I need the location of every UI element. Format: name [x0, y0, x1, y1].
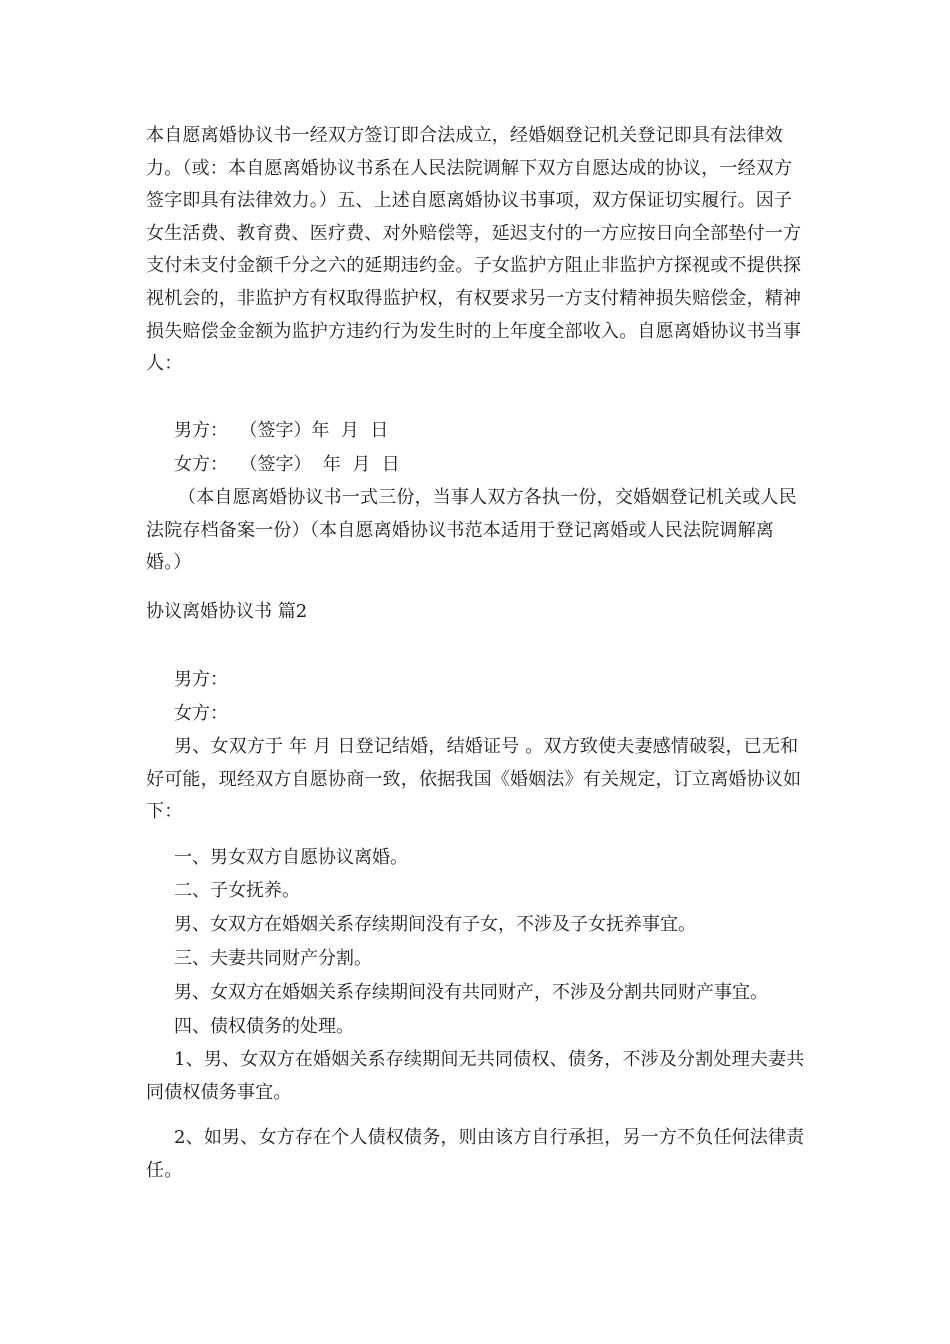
- clause-2-heading: 二、子女抚养。: [174, 880, 300, 901]
- paragraph-copies-note: （本自愿离婚协议书一式三份，当事人双方各执一份，交婚姻登记机关或人民法院存档备案一份）（本自愿离婚协议书范本适用于登记离婚或人民法院调解离婚。）: [146, 487, 797, 574]
- male-signature-line: 男方： （签字）年 月 日: [174, 420, 389, 441]
- clause-4-2: 2、如男、女方存在个人债权债务，则由该方自行承担，另一方不负任何法律责任。: [146, 1127, 805, 1181]
- clause-2-text: 男、女双方在婚姻关系存续期间没有子女，不涉及子女抚养事宜。: [174, 914, 696, 935]
- male-party-line: 男方：: [174, 669, 228, 690]
- paragraph-effectiveness: 本自愿离婚协议书一经双方签订即合法成立，经婚姻登记机关登记即具有法律效力。（或：本自愿离婚协议书系在人民法院调解下双方自愿达成的协议，一经双方签字即具有法律效力。）五、上述自愿离婚协议书事项，双方保证切实履行。因子女生活费、教育费、医疗费、对外赔偿等，延迟支付的一方应按日向全部垫付一方支付未支付金额千分之六的延期违约金。子女监护方阻止非监护方探视或不提供探视机会的，非监护方有权取得监护权，有权要求另一方支付精神损失赔偿金，精神损失赔偿金金额为监护方违约行为发生时的上年度全部收入。自愿离婚协议书当事人：: [146, 125, 802, 375]
- clause-4-heading: 四、债权债务的处理。: [174, 1016, 354, 1037]
- clause-4-1: 1、男、女双方在婚姻关系存续期间无共同债权、债务，不涉及分割处理夫妻共同债权债务事宜。: [146, 1049, 805, 1103]
- clause-3-heading: 三、夫妻共同财产分割。: [174, 948, 372, 969]
- female-party-line: 女方：: [174, 703, 228, 724]
- clause-1: 一、男女双方自愿协议离婚。: [174, 847, 408, 868]
- female-signature-line: 女方： （签字） 年 月 日: [174, 454, 400, 475]
- paragraph-intro: 男、女双方于 年 月 日登记结婚，结婚证号 。双方致使夫妻感情破裂，已无和好可能，现经双方自愿协商一致，依据我国《婚姻法》有关规定，订立离婚协议如下：: [146, 736, 802, 823]
- clause-3-text: 男、女双方在婚姻关系存续期间没有共同财产，不涉及分割共同财产事宜。: [174, 982, 768, 1003]
- section-heading: 协议离婚协议书 篇2: [146, 601, 308, 622]
